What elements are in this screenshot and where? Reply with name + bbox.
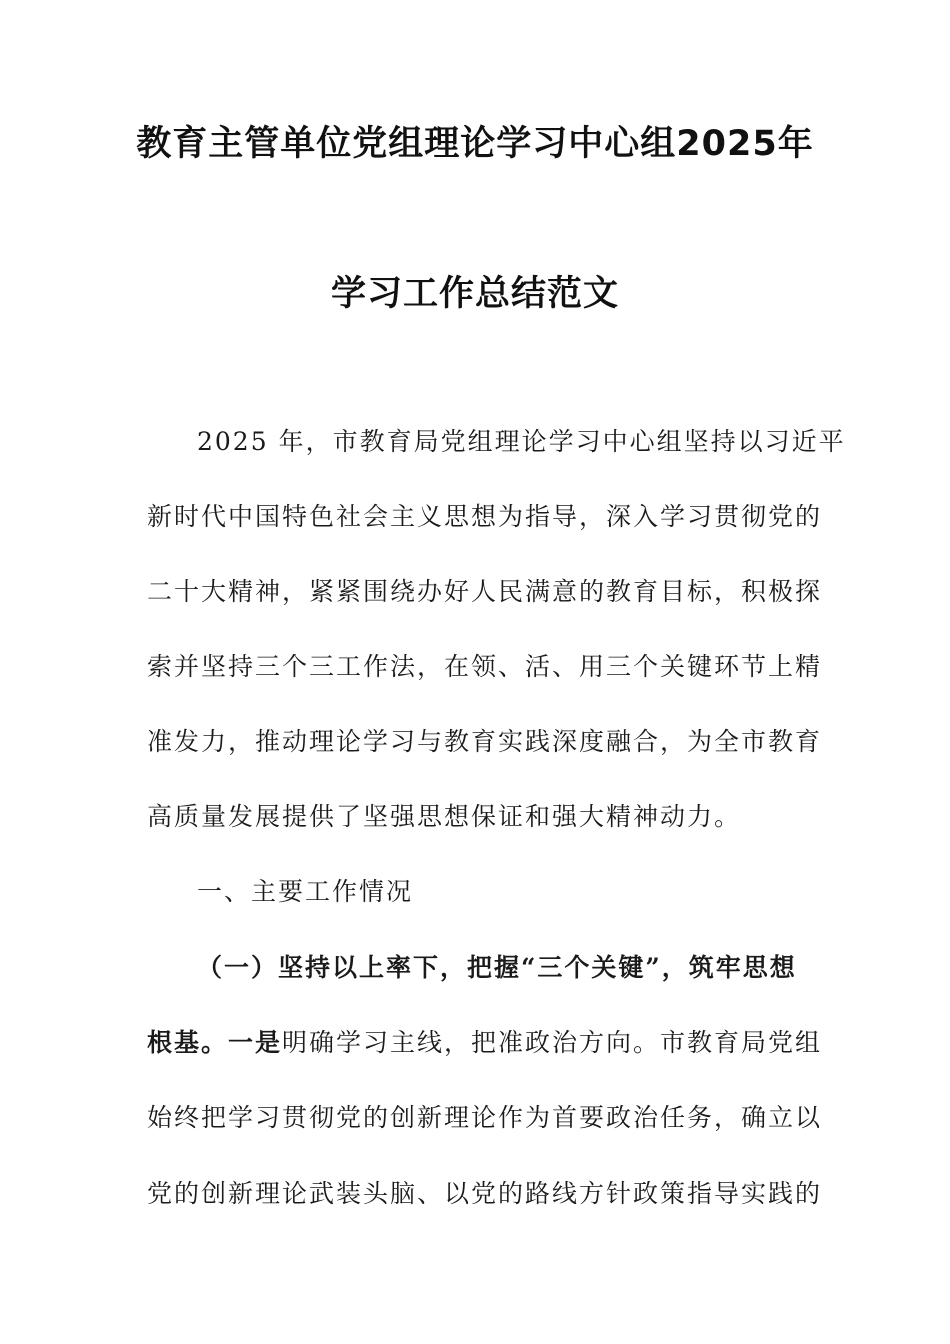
paragraph-line [147,1025,823,1061]
document-title-line-1: 教育主管单位党组理论学习中心组2025年 [136,124,814,164]
paragraph-line: 新时代中国特色社会主义思想为指导，深入学习贯彻党的 [147,502,823,531]
point-lead: 一是 [228,1028,283,1057]
paragraph-line: 高质量发展提供了坚强思想保证和强大精神动力。 [147,802,742,831]
subsection-heading-continued: 根基。 [147,1028,229,1057]
paragraph-line: 2025 年，市教育局党组理论学习中心组坚持以习近平 [197,427,846,456]
paragraph-line: 准发力，推动理论学习与教育实践深度融合，为全市教育 [147,727,823,756]
document-title-line-2: 学习工作总结范文 [330,274,619,314]
subsection-heading: （一）坚持以上率下，把握“三个关键”，筑牢思想 [197,953,797,982]
section-heading: 一、主要工作情况 [197,877,414,906]
paragraph-text: 明确学习主线，把准政治方向。市教育局党组 [282,1028,823,1057]
paragraph-line: 索并坚持三个三工作法，在领、活、用三个关键环节上精 [147,652,823,681]
paragraph-line: 党的创新理论武装头脑、以党的路线方针政策指导实践的 [147,1179,823,1208]
paragraph-line: 始终把学习贯彻党的创新理论作为首要政治任务，确立以 [147,1103,823,1132]
paragraph-line: 二十大精神，紧紧围绕办好人民满意的教育目标，积极探 [147,577,823,606]
